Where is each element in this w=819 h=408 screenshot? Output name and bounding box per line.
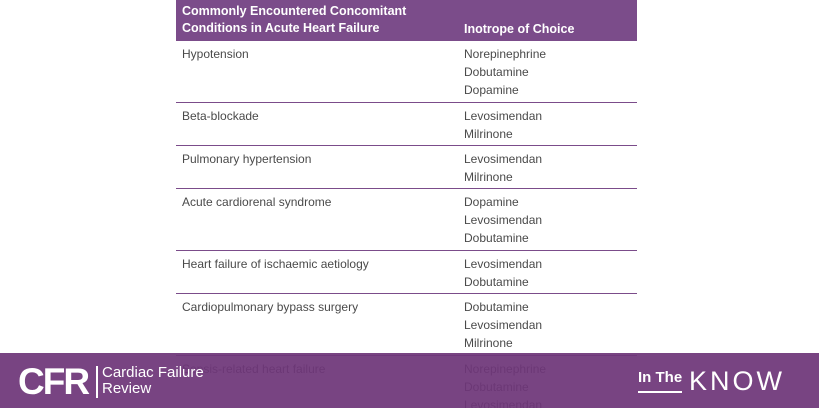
condition-cell: Acute cardiorenal syndrome <box>182 195 332 209</box>
header-conditions: Commonly Encountered Concomitant Conditions in Acute Heart Failure <box>182 4 407 35</box>
inotrope-cell <box>464 107 542 143</box>
inotrope-cell <box>464 298 542 352</box>
inotrope-item: Levosimendan <box>464 152 543 166</box>
footer-banner <box>0 353 819 408</box>
table-row <box>176 146 637 189</box>
tag-underline <box>638 391 682 393</box>
table-row <box>176 103 637 146</box>
inotrope-item: Dobutamine <box>464 275 529 289</box>
inotrope-item: Milrinone <box>464 336 513 350</box>
inotrope-item: Dopamine <box>464 195 519 209</box>
journal-name-line1: Cardiac Failure <box>102 364 204 381</box>
inotrope-cell <box>464 193 542 247</box>
tag-prefix: In The <box>638 369 683 386</box>
journal-name <box>102 365 204 397</box>
table-header <box>176 0 637 41</box>
condition-cell: Beta-blockade <box>182 109 259 123</box>
table-row <box>176 41 637 103</box>
condition-cell: Cardiopulmonary bypass surgery <box>182 300 359 314</box>
inotrope-item: Milrinone <box>464 170 513 184</box>
inotrope-item: Levosimendan <box>464 318 543 332</box>
inotrope-item: Dopamine <box>464 83 519 97</box>
inotrope-table <box>176 0 637 408</box>
inotrope-cell <box>464 45 546 99</box>
condition-cell: Heart failure of ischaemic aetiology <box>182 257 369 271</box>
cfr-logo-mark: CFR <box>18 361 89 402</box>
inotrope-item: Levosimendan <box>464 257 543 271</box>
tag-main: KNOW <box>689 366 785 396</box>
journal-name-line2: Review <box>102 380 152 397</box>
header-inotrope: Inotrope of Choice <box>464 22 575 36</box>
inotrope-cell <box>464 255 542 291</box>
inotrope-item: Levosimendan <box>464 213 543 227</box>
inotrope-item: Norepinephrine <box>464 47 547 61</box>
table-row <box>176 251 637 294</box>
inotrope-item: Dobutamine <box>464 300 529 314</box>
inotrope-item: Levosimendan <box>464 109 543 123</box>
condition-cell: Pulmonary hypertension <box>182 152 312 166</box>
condition-cell: Hypotension <box>182 47 249 61</box>
inotrope-cell <box>464 150 542 186</box>
logo-divider <box>96 366 98 398</box>
table-row <box>176 189 637 251</box>
inotrope-item: Milrinone <box>464 127 513 141</box>
table-row <box>176 294 637 356</box>
inotrope-item: Dobutamine <box>464 65 529 79</box>
inotrope-item: Dobutamine <box>464 231 529 245</box>
